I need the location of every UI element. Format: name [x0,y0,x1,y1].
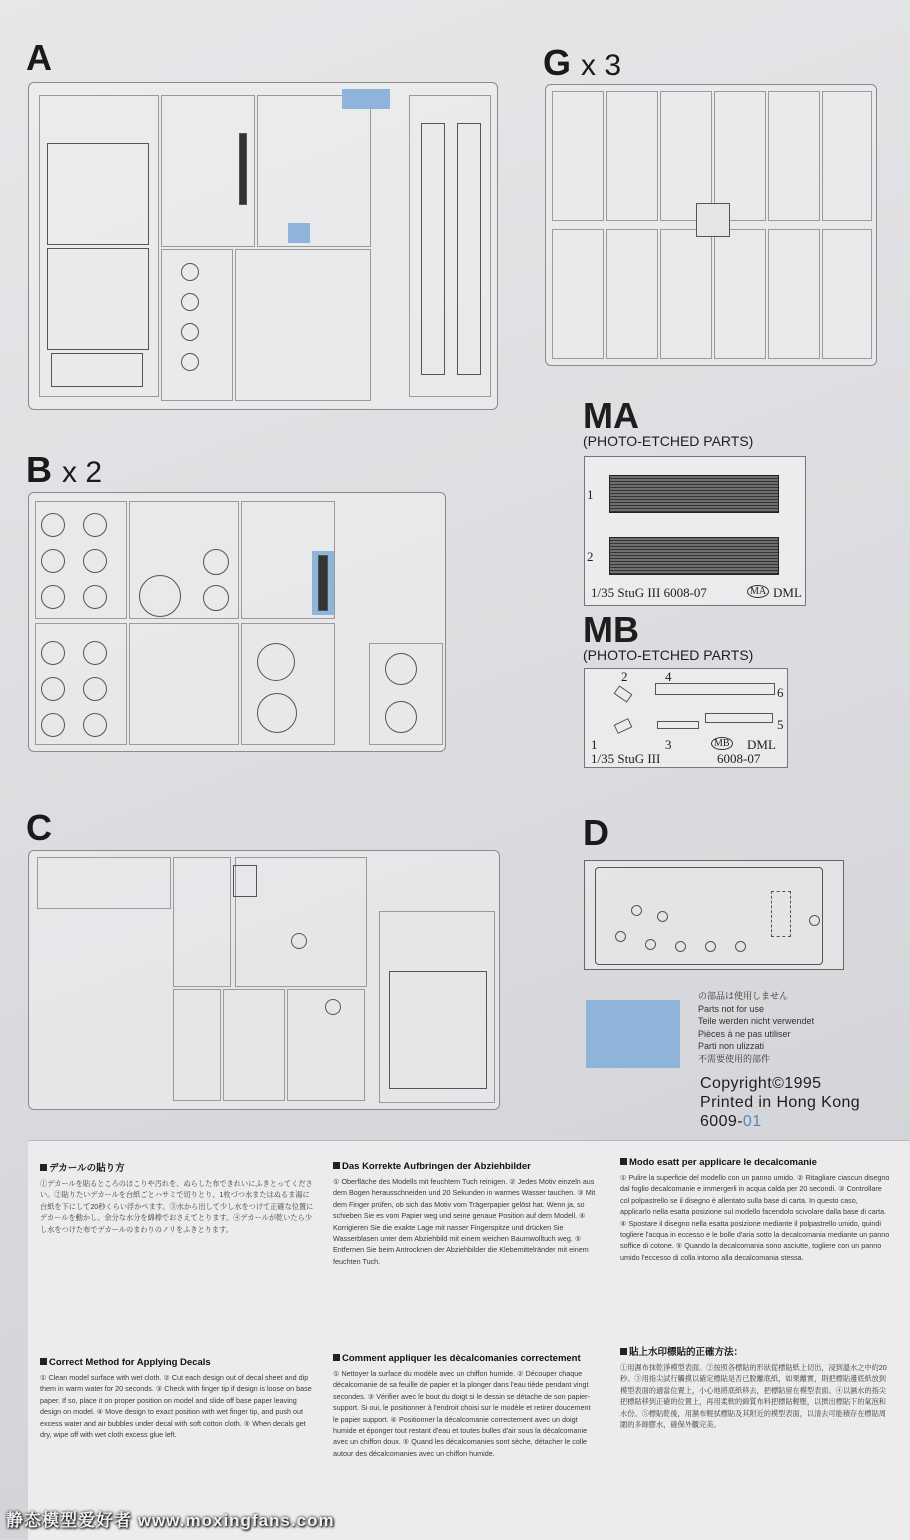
etched-ma-subtitle: (PHOTO-ETCHED PARTS) [583,433,754,449]
etched-mb-badge: MB [711,737,733,750]
part-number: 1 [587,487,594,502]
section-title: Das Korrekte Aufbringen der Abziehbilder [342,1161,531,1172]
section-body: ① Clean model surface with wet cloth. ② Cut each design out of decal sheet and dip them in warm water for 20 seconds. ③ Check with finger tip if design is loose on base paper. If so, place it on proper position on model and slide off base paper leaving design on model. ④ Move design to exact position with wet finger tip, and push out excess water and air bubbles under decal with soft cotton cloth. ⑤ When decals get dry, wipe off with wet cloth excess glue left. [40,1373,312,1440]
unused-line: Parts not for use [698,1003,765,1014]
section-title: Modo esatt per applicare le decalcomanie [629,1157,817,1168]
product-code-prefix: 6009- [700,1113,743,1130]
sprue-b-frame [28,492,446,752]
section-body: ① Pulire la superficie del modello con un panno umido. ② Ritagliare ciascun disegno dal foglio decalcomanie e immergerli in acqua calda per 20 secondi. ③ Controllare col polpastrello se il disegno è allentato sulla base di carta. In questo caso, applicarlo nella esatta posizione sul modello facendolo scivolare dalla base di carta. ④ Spostare il disegno nella esatta posizione mediante il polpastrello umido, quindi togliere l'acqua in eccesso e le bolle d'aria sotto la decalcomania mediante un panno soffice di cotone. ⑤ Quando la decalcomania sono asciutte, togliere con un panno umido l'eccesso di colla intorno alla decalcomania stessa. [620,1173,890,1262]
part-number: 6 [777,685,784,700]
sprue-letter: B [26,449,52,490]
sprue-letter: C [26,807,52,848]
decal-instructions-zh [620,1347,890,1430]
part-number: 2 [587,549,594,564]
unused-parts-legend [698,990,814,1065]
copyright-block [700,1074,860,1131]
etched-ma-frame [584,456,806,606]
section-body: ①用濕布抹乾淨模型表面。②按照各標貼的形狀從標貼紙上切出，浸到溫水之中約20秒。③用指尖試行觸摸以確定標貼是否已脫離底紙，如果離實，則把標貼邊底紙放到模型表面的適當位置上，小心地將底紙移去，把標貼留在模型表面。④以濕水的指尖把標貼移到正確的位置上，再用柔軟的綿質布料把標貼輕壓，以擠出標貼下的氣泡和水份。⑤標貼乾後，用濕布輕拭標貼及其附近的模型表面，以清去可能積存在標貼周圍的多餘膠水，確保外觀完美。 [620,1363,887,1430]
part-number: 2 [621,669,628,684]
sprue-g-label [543,42,622,83]
unused-line: の部品は使用しません [698,991,789,1001]
sprue-c-frame [28,850,500,1110]
etched-mb-code: 6008-07 [717,751,761,766]
part-number: 4 [665,669,672,684]
sprue-multiplier: x 3 [581,49,622,82]
decal-instructions-en [40,1357,315,1440]
unused-part-highlight [342,89,390,109]
part-number: 5 [777,717,784,732]
unused-line: Parti non ulizzati [698,1041,765,1051]
etched-ma-badge: MA [747,585,769,598]
section-title: Comment appliquer les dècalcomanies correctement [342,1353,581,1364]
part-number: 1 [591,737,598,752]
unused-line: Pièces à ne pas utiliser [698,1028,791,1039]
sprue-multiplier: x 2 [62,456,103,489]
unused-parts-swatch [586,1000,680,1068]
sprue-letter: G [543,42,572,83]
etched-mb-footer: 1/35 StuG III [591,751,661,766]
decal-instructions-panel [28,1140,910,1540]
sprue-g-frame [545,84,877,366]
sprue-letter: D [583,812,609,853]
etched-mb-brand: DML [747,737,776,752]
sprue-c-label [26,807,52,848]
decal-instructions-fr [333,1353,598,1459]
unused-line: Teile werden nicht verwendet [698,1016,815,1026]
etched-mb-subtitle: (PHOTO-ETCHED PARTS) [583,647,754,663]
section-body: ①デカールを貼るところのほこりや汚れを、ぬらした布できれいにふきとってください。②貼りたいデカールを台紙ごとハサミで切りとり、1枚づつ水またはぬるま湯に台紙を下にして20秒くらい浮かべます。③水から出して少し水をつけて正確な位置にデカールを動かし、余分な水分を綿棒でおさえてとります。④デカールが乾いたら少し水をつけた布でデカールのまわりのノリをふきとります。 [40,1179,314,1234]
engine-grille-mesh [609,475,779,513]
section-body: ① Oberfläche des Modells mit feuchtem Tuch reinigen. ② Jedes Motiv einzeln aus dem Bogen herausschneiden und 20 Sekunden in warmes Wasser tauchen. ③ Mit dem Finger prüfen, ob sich das Motiv vom Trägerpapier gelöst hat. Wenn ja, so schieben Sie es vom Papier weg und seine genaue Position auf dem Modell. ④ Korrigieren Sie die exakte Lage mit nasser Fingerspitze und drücken Sie Wasserblasen unter dem Abziehbild mit einem weichen Baumwolltuch weg. ⑤ Entfernen Sie beim Antrocknen der Abziehbilder die Klebemittelränder mit einem feuchten Tuch. [333,1177,596,1266]
product-code-suffix: 01 [742,1113,762,1130]
section-body: ① Nettoyer la surface du modèle avec un chiffon humide. ② Découper chaque décalcomanie de sa feuille de papier et la plonger dans l'eau tiède pendant vingt secondes. ③ Vérifier avec le bout du doigt si le dessin se détache de son papier-support. Si oui, le positionner à l'endroit choisi sur le modèle et retirer doucement le papier support. ④ Positionner la décalcomanie correctement avec un doigt humide et éponger tout restant d'eau et toutes bulles d'air sous la décalcomanie avec un chiffon doux. ⑤ Quand les décalcomanies sont sèche, détacher le colle autour des décalcomanies avec un chiffon humide. [333,1369,591,1458]
section-title: デカールの貼り方 [49,1163,125,1174]
etched-ma-footer: 1/35 StuG III 6008-07 [591,585,707,600]
engine-grille-mesh [609,537,779,575]
unused-part-highlight [288,223,310,243]
etched-ma-title: MA [583,395,639,436]
sprue-letter: A [26,37,52,78]
unused-line: 不需要使用的部件 [698,1053,771,1064]
part-number: 3 [665,737,672,752]
site-watermark: 静态模型爱好者 www.moxingfans.com [6,1511,335,1530]
decal-instructions-de [333,1161,598,1267]
section-title: Correct Method for Applying Decals [49,1357,211,1368]
printed-line: Printed in Hong Kong [700,1094,861,1111]
decal-instructions-it [620,1157,890,1263]
etched-mb-title: MB [583,609,639,650]
etched-mb-frame [584,668,788,768]
etched-ma-brand: DML [773,585,802,600]
decal-instructions-ja [40,1163,315,1235]
sprue-d-part [584,860,844,970]
sprue-a-frame [28,82,498,410]
sprue-d-label [583,812,609,853]
copyright-line: Copyright©1995 [700,1075,822,1092]
product-code [700,1112,860,1131]
section-title: 貼上水印標貼的正確方法： [629,1347,744,1358]
sprue-a-label [26,37,52,78]
sprue-b-label [26,449,103,490]
